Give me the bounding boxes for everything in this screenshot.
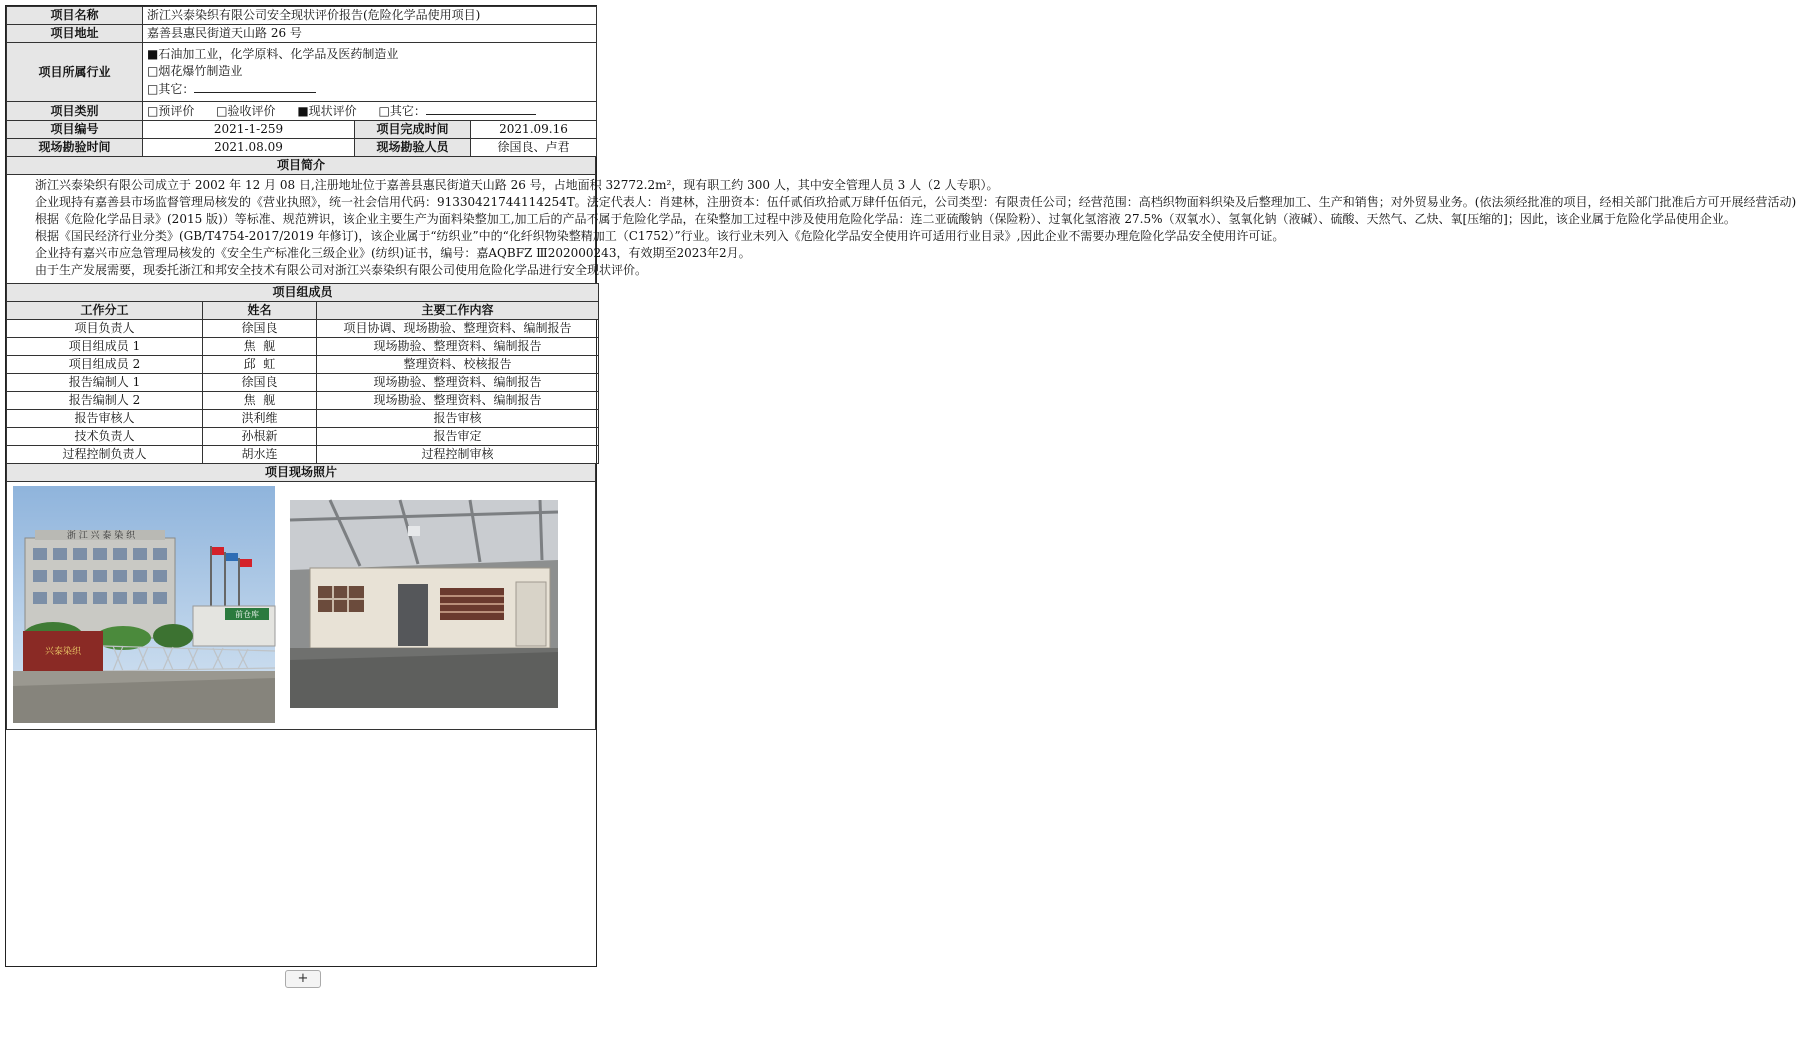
team-member: 邱 虹 [203,356,317,374]
team-work: 报告审定 [317,428,599,446]
table-row [7,392,599,410]
type-option-other[interactable]: □其它： [378,104,426,118]
photos-cell [7,482,596,730]
team-work: 报告审核 [317,410,599,428]
team-work: 现场勘验、整理资料、编制报告 [317,392,599,410]
team-title: 项目组成员 [7,284,599,302]
project-name-value: 浙江兴泰染织有限公司安全现状评价报告(危险化学品使用项目) [143,7,597,25]
team-work: 过程控制审核 [317,446,599,464]
team-work: 现场勘验、整理资料、编制报告 [317,374,599,392]
project-complete-value: 2021.09.16 [471,121,597,139]
type-option-acceptance[interactable]: □验收评价 [216,104,276,118]
project-industry-label: 项目所属行业 [7,43,143,102]
project-address-value: 嘉善县惠民街道天山路 26 号 [143,25,597,43]
industry-option-fireworks[interactable]: □烟花爆竹制造业 [147,64,243,78]
industry-option-other[interactable]: □其它： [147,80,592,98]
office-building-image [13,486,275,723]
project-type-label: 项目类别 [7,102,143,121]
project-industry-options [143,43,597,102]
photos-table [6,463,596,730]
photo-warehouse [290,500,558,708]
intro-paragraph-2: 企业现持有嘉善县市场监督管理局核发的《营业执照》，统一社会信用代码：91330421744114254T。法定代表人：肖建林，注册资本：伍仟贰佰玖拾贰万肆仟伍佰元，公司类型：有限责任公司；经营范围：高档织物面料织染及后整理加工、生产和销售；对外贸易业务。(依法须经批准的项目，经相关部门批准后方可开展经营活动) [35,195,1796,209]
table-row [7,410,599,428]
table-row [7,374,599,392]
survey-people-label: 现场勘验人员 [355,139,471,157]
intro-body [7,175,1796,284]
type-option-status[interactable]: ■现状评价 [297,104,357,118]
team-work: 整理资料、校核报告 [317,356,599,374]
team-work: 项目协调、现场勘验、整理资料、编制报告 [317,320,599,338]
intro-paragraph-4: 根据《国民经济行业分类》(GB/T4754-2017/2019 年修订)，该企业属于“纺织业”中的“化纤织物染整精加工（C1752）”行业。该行业未列入《危险化学品安全使用许可适用行业目录》,因此企业不需要办理危险化学品安全使用许可证。 [35,229,1285,243]
type-option-pre[interactable]: □预评价 [147,104,195,118]
team-header-role: 工作分工 [7,302,203,320]
project-info-table [6,6,597,157]
table-row [7,446,599,464]
expand-button[interactable]: + [285,970,321,988]
project-number-label: 项目编号 [7,121,143,139]
building-sign-text: 浙 江 兴 泰 染 织 [66,531,136,541]
project-intro-table [6,156,1796,284]
team-role: 报告审核人 [7,410,203,428]
type-other-blank [426,102,536,115]
table-row [7,320,599,338]
intro-title: 项目简介 [7,157,596,175]
gate-sign-text: 兴泰染织 [44,647,82,657]
intro-paragraph-3: 根据《危险化学品目录》(2015 版)）等标准、规范辨识，该企业主要生产为面料染整加工,加工后的产品不属于危险化学品，在染整加工过程中涉及使用危险化学品：连二亚硫酸钠（保险粉）、过氧化氢溶液 27.5%（双氧水）、氢氧化钠（液碱）、硫酸、天然气、乙炔、氧[压缩的]；因此，该企业属于危险化学品使用企业。 [35,212,1736,226]
team-header-name: 姓名 [203,302,317,320]
team-header-work: 主要工作内容 [317,302,599,320]
team-member: 徐国良 [203,374,317,392]
team-member: 孙根新 [203,428,317,446]
team-role: 过程控制负责人 [7,446,203,464]
report-sheet [5,5,1796,967]
team-role: 报告编制人 1 [7,374,203,392]
survey-time-label: 现场勘验时间 [7,139,143,157]
industry-other-blank [194,80,316,93]
photo-office-building [13,486,275,723]
side-sign-text: 前仓库 [235,610,259,619]
team-work: 现场勘验、整理资料、编制报告 [317,338,599,356]
table-row [7,338,599,356]
team-member: 焦 舰 [203,338,317,356]
survey-time-value: 2021.08.09 [143,139,355,157]
table-row [7,428,599,446]
team-member: 徐国良 [203,320,317,338]
project-name-label: 项目名称 [7,7,143,25]
industry-option-petrochemical[interactable]: ■石油加工业，化学原料、化学品及医药制造业 [147,47,399,61]
team-role: 项目组成员 1 [7,338,203,356]
intro-paragraph-5: 企业持有嘉兴市应急管理局核发的《安全生产标准化三级企业》(纺织)证书，编号：嘉AQBFZ Ⅲ202000243，有效期至2023年2月。 [35,246,751,260]
team-member: 胡水连 [203,446,317,464]
team-table [6,283,599,464]
project-type-options [143,102,597,121]
team-role: 项目组成员 2 [7,356,203,374]
team-role: 项目负责人 [7,320,203,338]
team-role: 技术负责人 [7,428,203,446]
project-address-label: 项目地址 [7,25,143,43]
project-complete-label: 项目完成时间 [355,121,471,139]
team-member: 洪利维 [203,410,317,428]
survey-people-value: 徐国良、卢君 [471,139,597,157]
warehouse-image [290,500,558,708]
photos-title: 项目现场照片 [7,464,596,482]
team-member: 焦 舰 [203,392,317,410]
team-role: 报告编制人 2 [7,392,203,410]
intro-paragraph-6: 由于生产发展需要，现委托浙江和邦安全技术有限公司对浙江兴泰染织有限公司使用危险化学品进行安全现状评价。 [35,263,648,277]
project-number-value: 2021-1-259 [143,121,355,139]
table-row [7,356,599,374]
intro-paragraph-1: 浙江兴泰染织有限公司成立于 2002 年 12 月 08 日,注册地址位于嘉善县惠民街道天山路 26 号，占地面积 32772.2m²，现有职工约 300 人，其中安全管理人员 3 人（2 人专职）。 [35,178,999,192]
